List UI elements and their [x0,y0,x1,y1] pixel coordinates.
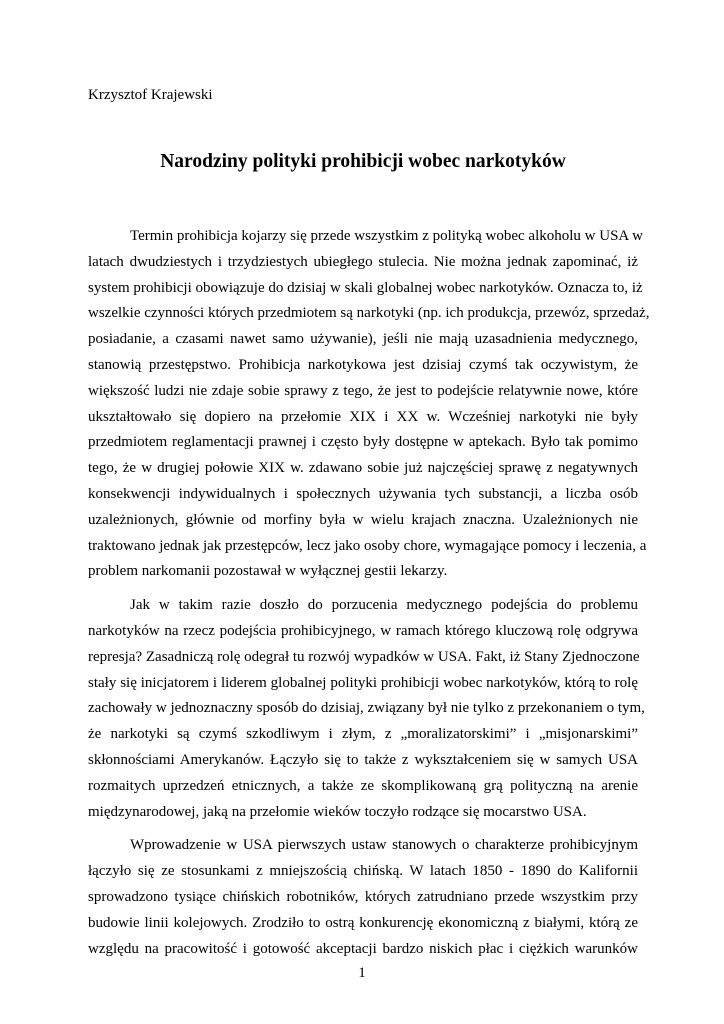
text-line: Jak w takim razie doszło do porzucenia medycznego podejścia do problemu [130,597,638,614]
text-line: posiadanie, a czasami nawet samo używanie), jeśli nie mają uzasadnienia medycznego, [88,331,638,348]
text-line: zachowały w jednoznaczny sposób do dzisiaj, związany był nie tylko z przekonaniem o tym, [88,700,645,717]
paragraph-2 [88,593,645,825]
text-line: budowie linii kolejowych. Zrodziło to ostrą konkurencję ekonomiczną z białymi, którą ze [88,914,638,931]
text-line: problem narkomanii pozostawał w wyłącznej gestii lekarzy. [88,563,448,580]
text-line: uzależnionych, głównie od morfiny była w wielu krajach znaczna. Uzależnionych nie [88,511,638,528]
text-line: skłonnościami Amerykanów. Łączyło się to także z wykształceniem się w samych USA [88,751,638,768]
text-line: rozmaitych uprzedzeń etnicznych, a także ze skomplikowaną grą polityczną na arenie [88,777,638,794]
text-line: system prohibicji obowiązuje do dzisiaj w skali globalnej wobec narkotyków. Oznacza to, iż [88,279,643,296]
text-line: narkotyków na rzecz podejścia prohibicyjnego, w ramach którego kluczową rolę odgrywa [88,622,638,639]
text-line: latach dwudziestych i trzydziestych ubiegłego stulecia. Nie można jednak zapominać, iż [88,253,638,270]
text-line: względu na pracowitość i gotowość akceptacji bardzo niskich płac i ciężkich warunków [88,940,638,957]
text-line: traktowano jednak jak przestępców, lecz jako osoby chore, wymagające pomocy i leczenia, a [88,537,647,554]
body-text [88,224,650,970]
text-line: stały się inicjatorem i liderem globalnej polityki prohibicji wobec narkotyków, którą to rolę [88,674,638,691]
author-name: Krzysztof Krajewski [88,87,213,103]
text-line: konsekwencji indywidualnych i społecznych używania tych substancji, a liczba osób [88,485,638,502]
text-line: Termin prohibicja kojarzy się przede wszystkim z polityką wobec alkoholu w USA w [130,228,643,244]
paragraph-3 [88,833,638,962]
text-line: międzynarodowej, jaką na przełomie wieków toczyło rodzące się mocarstwo USA. [88,803,587,820]
paragraph-1 [88,224,650,585]
text-line: wszelkie czynności których przedmiotem są narkotyki (np. ich produkcja, przewóz, sprzedaż, [88,305,650,322]
document-title: Narodziny polityki prohibicji wobec narkotyków [160,151,566,172]
text-line: większość ludzi nie zdaje sobie sprawy z tego, że jest to podejście relatywnie nowe, które [88,382,638,399]
text-line: sprowadzono tysiące chińskich robotników, których zatrudniano przede wszystkim przy [88,888,638,905]
page-number: 1 [358,965,366,981]
text-line: łączyło się ze stosunkami z mniejszością chińską. W latach 1850 - 1890 do Kalifornii [88,863,638,880]
text-line: represja? Zasadniczą rolę odegrał tu rozwój wypadków w USA. Fakt, iż Stany Zjednoczone [88,648,640,665]
text-line: że narkotyki są czymś szkodliwym i złym, z „moralizatorskimi” i „misjonarskimi” [88,726,638,743]
text-line: ukształtowało się dopiero na przełomie XIX i XX w. Wcześniej narkotyki nie były [88,408,638,425]
text-line: stanowią przestępstwo. Prohibicja narkotykowa jest dzisiaj czymś tak oczywistym, że [88,356,638,373]
text-line: przedmiotem reglamentacji prawnej i często były dostępne w aptekach. Było tak pomimo [88,434,638,451]
text-line: tego, że w drugiej połowie XIX w. zdawano sobie już najczęściej sprawę z negatywnych [88,460,638,477]
text-line: Wprowadzenie w USA pierwszych ustaw stanowych o charakterze prohibicyjnym [130,837,638,854]
